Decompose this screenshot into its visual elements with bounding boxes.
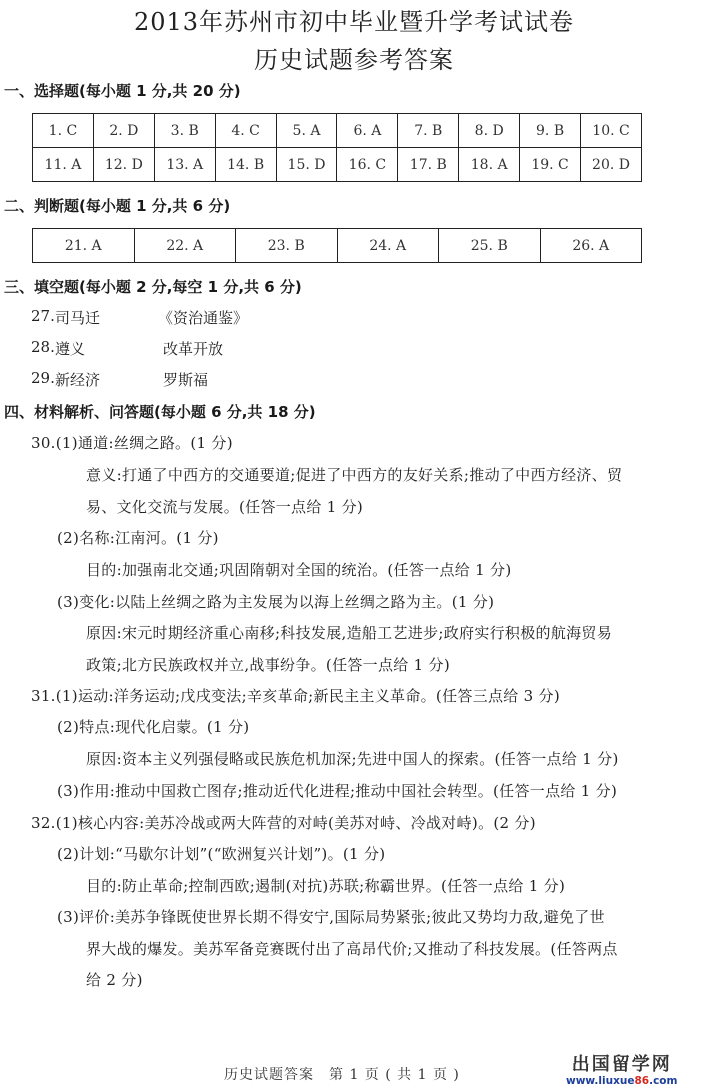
- answer-line: 政策;北方民族政权并立,战事纷争。(任答一点给 1 分): [86, 656, 451, 674]
- answer-cell: 16. C: [337, 148, 398, 182]
- fill-answer-1: 遵义: [55, 340, 86, 358]
- page-footer: 历史试题答案 第 1 页 ( 共 1 页 ): [224, 1067, 460, 1083]
- answer-cell: 4. C: [215, 114, 276, 148]
- answer-cell: 13. A: [154, 148, 215, 182]
- watermark-url-suffix: .com: [649, 1075, 678, 1087]
- answer-line: 给 2 分): [86, 971, 143, 989]
- judgment-answer-table: [32, 228, 642, 263]
- answer-cell: 17. B: [398, 148, 459, 182]
- answer-cell: 21. A: [33, 229, 135, 263]
- answer-cell: 20. D: [581, 148, 642, 182]
- fill-answer-1: 司马迁: [55, 309, 101, 327]
- answer-cell: 5. A: [276, 114, 337, 148]
- answer-cell: 7. B: [398, 114, 459, 148]
- answer-cell: 15. D: [276, 148, 337, 182]
- answer-cell: 6. A: [337, 114, 398, 148]
- watermark-brand: 出国留学网: [571, 1054, 672, 1075]
- watermark-logo: [566, 1050, 677, 1087]
- watermark-url[interactable]: [566, 1075, 677, 1087]
- document-title: 2013年苏州市初中毕业暨升学考试试卷: [133, 8, 575, 36]
- answer-line: 界大战的爆发。美苏军备竞赛既付出了高昂代价;又推动了科技发展。(任答两点: [86, 940, 618, 958]
- answer-line: 目的:防止革命;控制西欧;遏制(对抗)苏联;称霸世界。(任答一点给 1 分): [86, 877, 566, 895]
- fill-item-number: 27.: [31, 307, 55, 325]
- fill-answer-2: 罗斯福: [163, 371, 209, 389]
- answer-line: 意义:打通了中西方的交通要道;促进了中西方的友好关系;推动了中西方经济、贸: [86, 466, 623, 484]
- answer-cell: 23. B: [236, 229, 338, 263]
- answer-line: (3)变化:以陆上丝绸之路为主发展为以海上丝绸之路为主。(1 分): [57, 593, 495, 611]
- answer-line: (2)计划:“马歇尔计划”(“欧洲复兴计划”)。(1 分): [57, 845, 386, 863]
- watermark-url-prefix: www.liuxue: [566, 1075, 635, 1087]
- answer-line: 原因:宋元时期经济重心南移;科技发展,造船工艺进步;政府实行积极的航海贸易: [86, 624, 613, 642]
- answer-cell: 26. A: [540, 229, 642, 263]
- answer-cell: 9. B: [520, 114, 581, 148]
- answer-line: 30.(1)通道:丝绸之路。(1 分): [31, 434, 233, 452]
- table-row: [33, 229, 642, 263]
- answer-line: (2)名称:江南河。(1 分): [57, 529, 219, 547]
- table-row: [33, 148, 642, 182]
- answer-cell: 22. A: [134, 229, 236, 263]
- answer-line: (3)作用:推动中国救亡图存;推动近代化进程;推动中国社会转型。(任答一点给 1 分): [57, 782, 618, 800]
- answer-cell: 14. B: [215, 148, 276, 182]
- answer-line: (3)评价:美苏争锋既使世界长期不得安宁,国际局势紧张;彼此又势均力敌,避免了世: [57, 908, 605, 926]
- fill-item-number: 29.: [31, 369, 55, 387]
- answer-line: 31.(1)运动:洋务运动;戊戌变法;辛亥革命;新民主主义革命。(任答三点给 3 分): [31, 687, 561, 705]
- watermark-url-highlight: 86: [634, 1075, 650, 1087]
- section-heading-judgment: 二、判断题(每小题 1 分,共 6 分): [4, 197, 231, 215]
- answer-cell: 25. B: [439, 229, 541, 263]
- fill-answer-2: 《资治通鉴》: [158, 309, 249, 327]
- answer-line: 目的:加强南北交通;巩固隋朝对全国的统治。(任答一点给 1 分): [86, 561, 512, 579]
- table-row: [33, 114, 642, 148]
- answer-line: 32.(1)核心内容:美苏冷战或两大阵营的对峙(美苏对峙、冷战对峙)。(2 分): [31, 814, 536, 832]
- answer-cell: 3. B: [154, 114, 215, 148]
- answer-cell: 2. D: [93, 114, 154, 148]
- answer-line: 原因:资本主义列强侵略或民族危机加深;先进中国人的探索。(任答一点给 1 分): [86, 750, 619, 768]
- answer-line: (2)特点:现代化启蒙。(1 分): [57, 718, 250, 736]
- answer-cell: 1. C: [33, 114, 94, 148]
- fill-answer-2: 改革开放: [163, 340, 224, 358]
- answer-cell: 24. A: [337, 229, 439, 263]
- answer-cell: 18. A: [459, 148, 520, 182]
- section-heading-fill-blank: 三、填空题(每小题 2 分,每空 1 分,共 6 分): [4, 278, 302, 296]
- fill-item-number: 28.: [31, 338, 55, 356]
- answer-cell: 11. A: [33, 148, 94, 182]
- answer-cell: 19. C: [520, 148, 581, 182]
- section-heading-choice: 一、选择题(每小题 1 分,共 20 分): [4, 82, 241, 100]
- answer-line: 易、文化交流与发展。(任答一点给 1 分): [86, 498, 364, 516]
- answer-cell: 8. D: [459, 114, 520, 148]
- fill-answer-1: 新经济: [55, 371, 101, 389]
- choice-answer-table: [32, 113, 642, 182]
- document-subtitle: 历史试题参考答案: [254, 46, 454, 74]
- answer-cell: 10. C: [581, 114, 642, 148]
- answer-cell: 12. D: [93, 148, 154, 182]
- section-heading-analysis: 四、材料解析、问答题(每小题 6 分,共 18 分): [4, 403, 316, 421]
